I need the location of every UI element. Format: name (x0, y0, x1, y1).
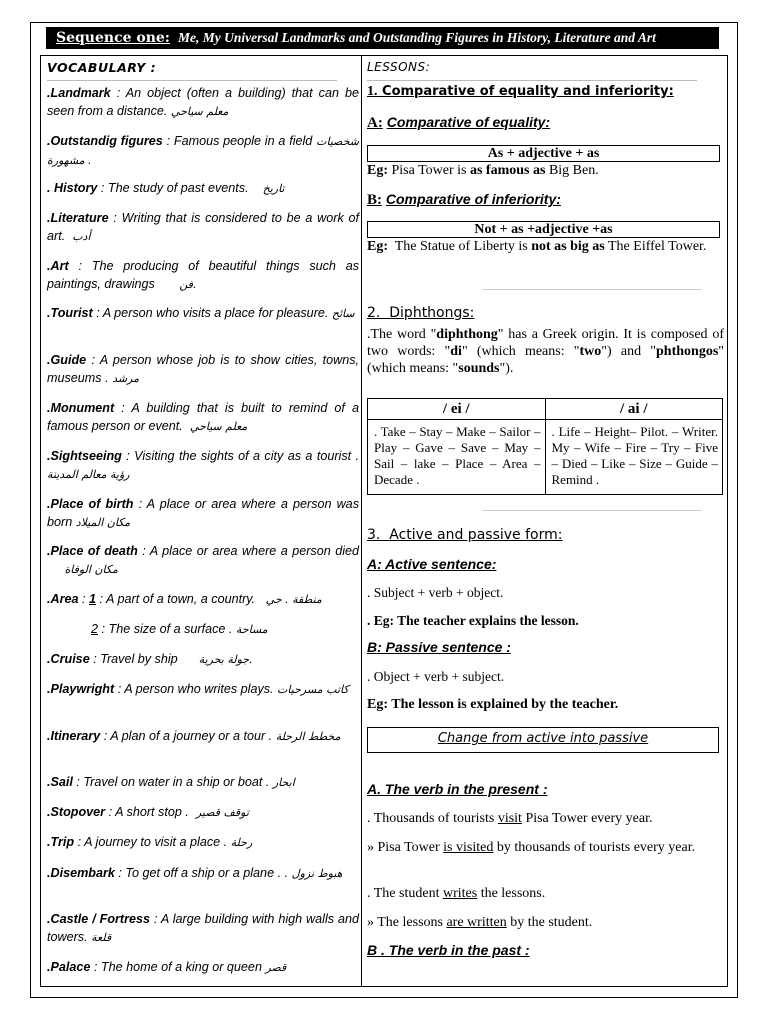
passive-title: B: Passive sentence : (367, 639, 511, 655)
present-example-1: . Thousands of tourists visit Pisa Tower every year. (367, 811, 653, 826)
vocab-entry: .Cruise : Travel by ship جولة بحرية. (47, 652, 253, 666)
present-example-4: » The lessons are written by the student. (367, 915, 593, 930)
vocab-entry: . History : The study of past events. تاريخ (47, 181, 285, 195)
lessons-heading: LESSONS: (367, 60, 431, 74)
vocab-entry: .Monument : A building that is built to remind of a famous person or event. معلم سياحي (47, 401, 360, 433)
active-formula: . Subject + verb + object. (367, 585, 504, 600)
vocab-entry: .Guide : A person whose job is to show cities, towns, museums . مرشد (47, 353, 360, 385)
section-1-title: 1. Comparative of equality and inferiority: (367, 84, 674, 99)
ei-header: / ei / (368, 399, 546, 420)
diphthong-table (367, 398, 723, 495)
lessons-column (362, 55, 728, 987)
section-2-title: 2. Diphthongs: (367, 305, 475, 321)
vocab-entry: .Literature : Writing that is considered to be a work of art. أدب (47, 211, 360, 243)
vocab-entry: 2 : The size of a surface . مساحة (91, 622, 268, 636)
inferiority-example: Eg: The Statue of Liberty is not as big as The Eiffel Tower. (367, 239, 707, 254)
vocab-entry: .Stopover : A short stop . توقف قصير (47, 805, 249, 819)
equality-example: Eg: Pisa Tower is as famous as Big Ben. (367, 163, 599, 178)
ai-header: / ai / (545, 399, 723, 420)
vocabulary-heading: VOCABULARY : (47, 60, 157, 75)
vocabulary-column (40, 55, 362, 987)
vocab-entry: .Itinerary : A plan of a journey or a tour . مخطط الرحلة (47, 729, 341, 743)
sequence-title: Me, My Universal Landmarks and Outstanding Figures in History, Literature and Art (177, 30, 656, 45)
vocab-entry: .Disembark : To get off a ship or a plane . . هبوط نزول (47, 866, 343, 880)
active-example: . Eg: The teacher explains the lesson. (367, 613, 579, 628)
passive-formula: . Object + verb + subject. (367, 669, 505, 684)
vocab-entry: .Sightseeing : Visiting the sights of a city as a tourist . رؤية معالم المدينة (47, 449, 360, 481)
sequence-label: Sequence one: (56, 30, 170, 46)
sequence-header (46, 27, 719, 49)
vocab-entry: .Outstandig figures : Famous people in a field شخصيات مشهورة . (47, 134, 360, 167)
section-3-title: 3. Active and passive form: (367, 527, 563, 543)
present-example-2: » Pisa Tower is visited by thousands of tourists every year. (367, 840, 696, 855)
past-title: B . The verb in the past : (367, 942, 530, 958)
vocab-entry: .Place of birth : A place or area where a person was born مكان الميلاد (47, 497, 359, 529)
passive-example: Eg: The lesson is explained by the teacher. (367, 697, 619, 712)
vocab-entry: .Art : The producing of beautiful things such as paintings, drawings فن. (47, 259, 360, 291)
heading-rule (367, 80, 697, 81)
active-title: A: Active sentence: (367, 556, 497, 572)
vocab-entry: .Castle / Fortress : A large building with high walls and towers. قلعة (47, 912, 359, 944)
heading-rule (47, 80, 337, 81)
vocab-entry: .Sail : Travel on water in a ship or boat . ابحار (47, 775, 295, 789)
ai-words: . Life – Height– Pilot. – Writer. My – Wife – Fire – Try – Five – Died – Like – Size – Guide – Remind . (545, 420, 723, 495)
vocab-entry: .Playwright : A person who writes plays. كاتب مسرحيات (47, 682, 349, 696)
section-divider (482, 510, 702, 511)
vocab-entry: .Trip : A journey to visit a place . رحلة (47, 835, 253, 849)
section-divider (482, 289, 702, 290)
vocab-entry: .Area : 1 : A part of a town, a country. منطقة . حي (47, 592, 322, 606)
present-title: A. The verb in the present : (367, 781, 548, 797)
inferiority-title: B: Comparative of inferiority: (367, 191, 561, 208)
present-example-3: . The student writes the lessons. (367, 886, 546, 901)
inferiority-formula: Not + as +adjective +as (367, 221, 720, 238)
change-title-box: Change from active into passive (367, 727, 719, 753)
diphthong-paragraph: .The word "diphthong" has a Greek origin. It is composed of two words: "di" (which means: "two") and "phthongos" (which means: "sounds"). (367, 327, 724, 376)
ei-words: . Take – Stay – Make – Sailor – Play – Gave – Save – May – Sail – lake – Place – Area – Decade . (368, 420, 546, 495)
vocab-entry: .Place of death : A place or area where a person died مكان الوفاة (47, 544, 360, 576)
equality-title: A: Comparative of equality: (367, 114, 551, 131)
vocab-entry: .Palace : The home of a king or queen قصر (47, 960, 287, 974)
vocab-entry: .Landmark : An object (often a building) that can be seen from a distance. معلم سياحي (47, 86, 359, 118)
equality-formula: As + adjective + as (367, 145, 720, 162)
vocab-entry: .Tourist : A person who visits a place for pleasure. سائح (47, 306, 355, 320)
